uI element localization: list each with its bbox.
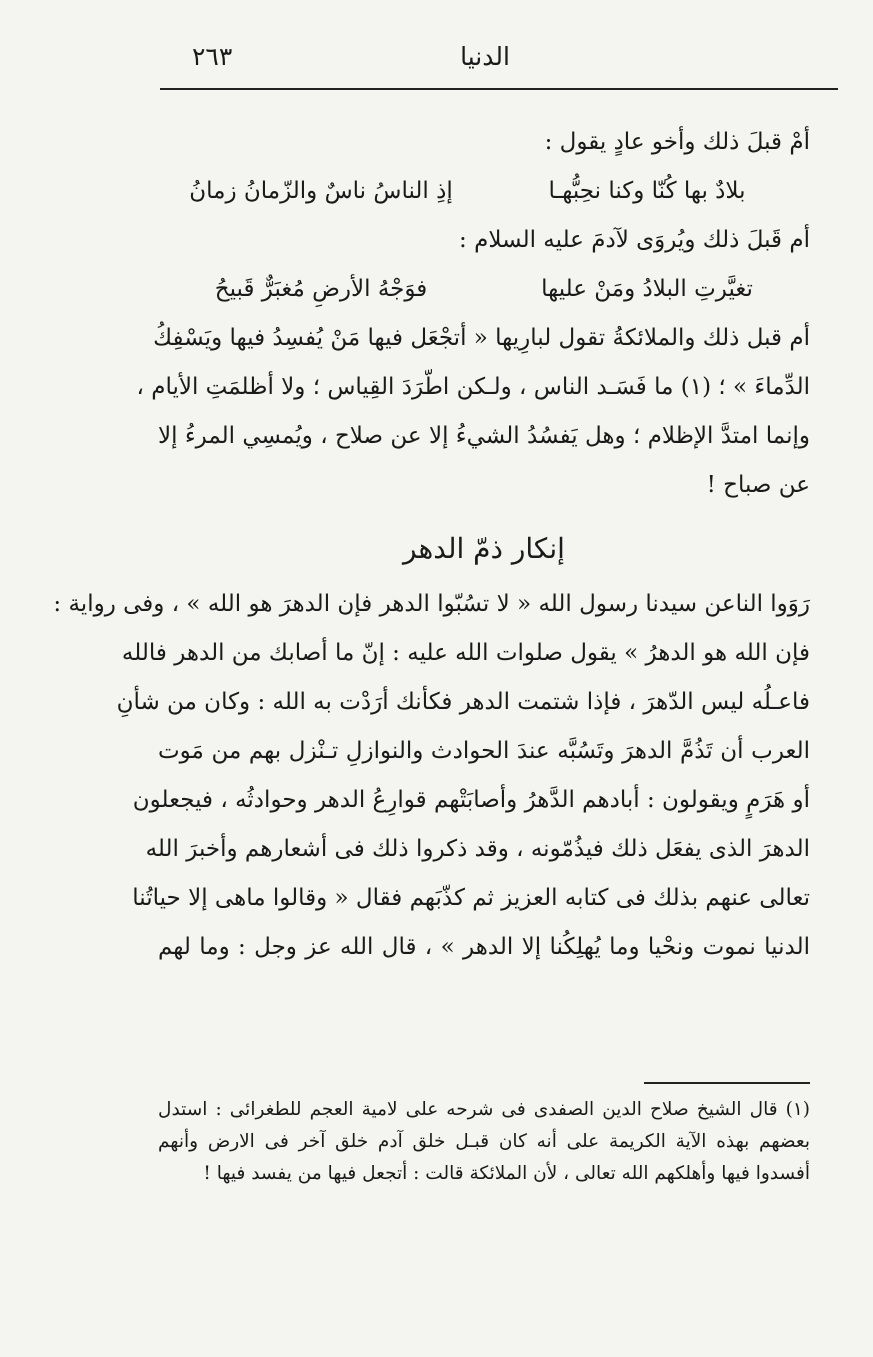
- footnote-line: بعضهم بهذه الآية الكريمة على أنه كان قبـل خلق آدم خلق آخر فى الارض وأنهم: [158, 1131, 810, 1152]
- text-line: وإنما امتدَّ الإظلام ؛ وهل يَفسُدُ الشيءُ إلا عن صلاح ، ويُمسِي المرءُ إلا: [158, 423, 810, 449]
- text-line: فإن الله هو الدهرُ » يقول صلوات الله عليه : إنّ ما أصابك من الدهر فالله: [121, 640, 810, 666]
- main-text: [53, 118, 810, 972]
- footnote-line: أفسدوا فيها وأهلكهم الله تعالى ، لأن الملائكة قالت : أتجعل فيها من يفسد فيها !: [203, 1163, 810, 1184]
- text-line: العرب أن تَذُمَّ الدهرَ وتَسُبَّه عندَ الحوادث والنوازلِ تـنْزل بهم من مَوت: [158, 738, 810, 764]
- paragraph: [53, 580, 810, 972]
- running-title: الدنيا: [460, 42, 510, 71]
- verse-first-hemistich: تغيَّرتِ البلادُ ومَنْ عليها: [541, 276, 753, 302]
- footnote-line: (١) قال الشيخ صلاح الدين الصفدى فى شرحه على لامية العجم للطغرائى : استدل: [158, 1099, 810, 1120]
- text-line: رَوَوا الناعن سيدنا رسول الله « لا تسُبّوا الدهر فإن الدهرَ هو الله » ، وفى رواية :: [53, 591, 810, 617]
- text-line: تعالى عنهم بذلك فى كتابه العزيز ثم كذّبَهم فقال « وقالوا ماهى إلا حياتُنا: [132, 885, 810, 911]
- page-header: [160, 40, 810, 84]
- header-rule: [160, 88, 838, 90]
- poetry-verse: [158, 167, 810, 216]
- page-number: ٢٦٣: [192, 42, 233, 71]
- paragraph: [136, 314, 810, 510]
- intro-line: أم قَبلَ ذلك ويُروَى لآدمَ عليه السلام :: [459, 227, 810, 253]
- text-line: الدهرَ الذى يفعَل ذلك فيذُمّونه ، وقد ذكروا ذلك فى أشعارهم وأخبرَ الله: [145, 836, 810, 862]
- text-line: الدِّماءَ » ؛ (١) ما فَسَـد الناس ، ولـكن اطّرَدَ القِياس ؛ ولا أظلمَتِ الأيام ،: [136, 374, 810, 400]
- verse-second-hemistich: إذِ الناسُ ناسٌ والزّمانُ زمانُ: [189, 178, 453, 204]
- text-line: الدنيا نموت ونحْيا وما يُهلِكُنا إلا الدهر » ، قال الله عز وجل : وما لهم: [158, 934, 810, 960]
- verse-second-hemistich: فوَجْهُ الأرضِ مُغبَرٌّ قَبيحُ: [214, 276, 428, 302]
- text-line: أو هَرَمٍ ويقولون : أبادهم الدَّهرُ وأصابَتْهم قوارِعُ الدهر وحوادثُه ، فيجعلون: [132, 787, 810, 813]
- intro-line: أمْ قبلَ ذلك وأخو عادٍ يقول :: [544, 129, 810, 155]
- text-line: عن صباح !: [706, 472, 810, 498]
- verse-first-hemistich: بلادٌ بها كُنّا وكنا نحِبُّهـا: [548, 178, 746, 204]
- text-line: أم قبل ذلك والملائكةُ تقول لبارِيها « أتجْعَل فيها مَنْ يُفسِدُ فيها ويَسْفِكُ: [153, 325, 810, 351]
- poetry-verse: [158, 265, 810, 314]
- text-line: فاعـلُه ليس الدّهرَ ، فإذا شتمت الدهر فكأنك أرَدْت به الله : وكان من شأنِ: [116, 689, 810, 715]
- footnote-rule: [644, 1082, 810, 1084]
- footnote: [158, 1094, 810, 1190]
- section-heading: إنكار ذمّ الدهر: [403, 532, 565, 565]
